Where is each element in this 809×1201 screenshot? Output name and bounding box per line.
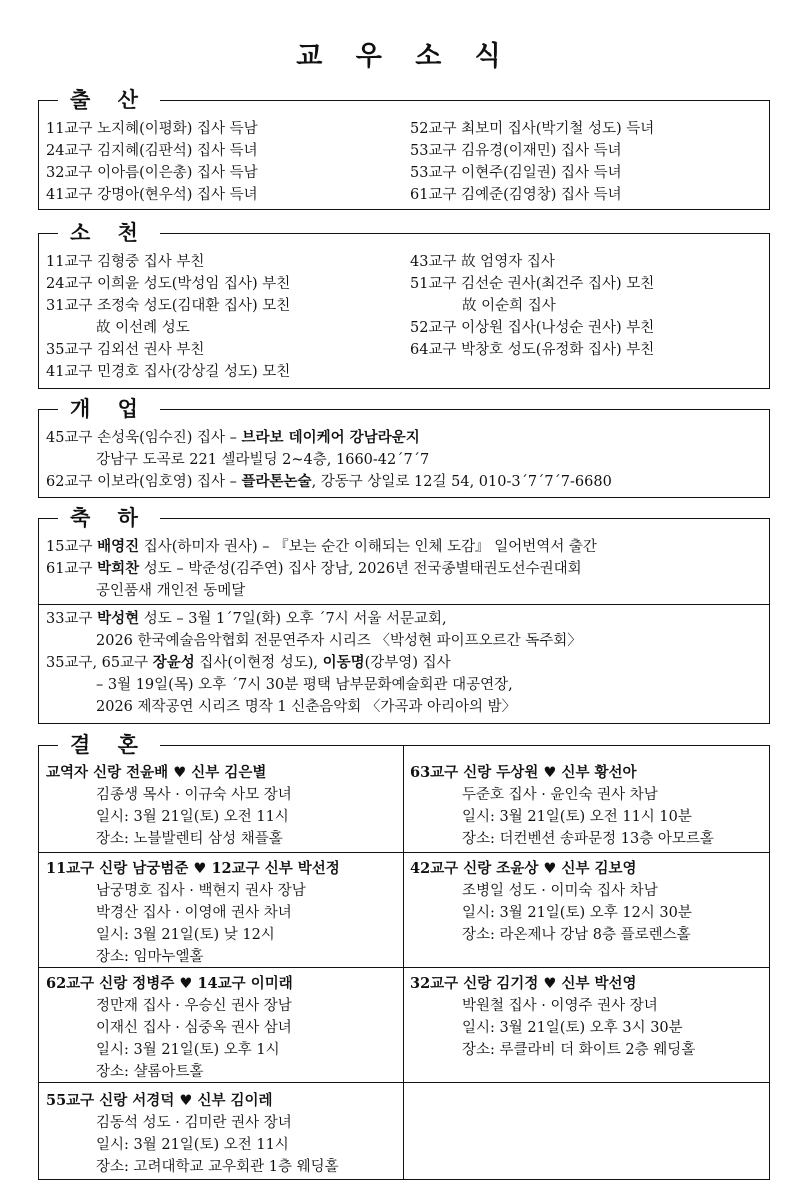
groom-name: 11교구 신랑 남궁범준 xyxy=(46,860,189,877)
birth-item: 24교구 김지혜(김판석) 집사 득녀 xyxy=(46,143,258,159)
heart-icon: ♥ xyxy=(179,976,193,992)
wedding-couple xyxy=(46,858,340,880)
heart-icon: ♥ xyxy=(543,765,557,781)
wedding-detail: 일시: 3월 21일(토) 오후 3시 30분 xyxy=(462,1020,683,1036)
opening-address: , 강동구 상일로 12길 54, 010-3ˊ7ˊ7ˊ7-6680 xyxy=(311,474,612,490)
wedding-couple xyxy=(410,973,637,995)
congrats-group: 35교구, 65교구 xyxy=(46,655,153,671)
wedding-detail: 남궁명호 집사 · 백현지 권사 장남 xyxy=(96,883,306,899)
wedding-couple xyxy=(46,762,266,784)
groom-name: 42교구 신랑 조윤상 xyxy=(410,860,539,877)
wedding-detail: 조병일 성도 · 이미숙 집사 차남 xyxy=(462,883,658,899)
birth-item: 53교구 김유경(이재민) 집사 득녀 xyxy=(410,143,622,159)
wedding-detail: 장소: 라온제나 강남 8층 플로렌스홀 xyxy=(462,927,691,943)
bride-name: 신부 김이레 xyxy=(197,1092,273,1109)
birth-item: 52교구 최보미 집사(박기철 성도) 득녀 xyxy=(410,121,655,137)
congrats-text: 집사(이현정 성도), xyxy=(194,655,323,671)
congrats-text: 성도 – 3월 1ˊ7일(화) 오후 ˊ7시 서울 서문교회, xyxy=(139,611,447,627)
congrats-group: 33교구 xyxy=(46,611,98,627)
bride-name: 신부 김보영 xyxy=(561,860,637,877)
heart-icon: ♥ xyxy=(179,1093,193,1109)
funeral-item: 故 이선례 성도 xyxy=(96,320,190,336)
wedding-section-title: 결 혼 xyxy=(58,732,160,758)
wedding-couple xyxy=(410,858,637,880)
wedding-detail: 일시: 3월 21일(토) 오후 1시 xyxy=(96,1042,280,1058)
funeral-item: 31교구 조정숙 성도(김대환 집사) 모친 xyxy=(46,298,291,314)
opening-business-name: 브라보 데이케어 강남라운지 xyxy=(241,429,420,446)
opening-member: 45교구 손성욱(임수진) 집사 – xyxy=(46,430,242,446)
heart-icon: ♥ xyxy=(173,765,187,781)
congrats-divider xyxy=(38,604,769,605)
congrats-name: 박성현 xyxy=(97,610,140,627)
wedding-detail: 일시: 3월 21일(토) 오후 12시 30분 xyxy=(462,905,692,921)
opening-item xyxy=(46,427,420,449)
bride-name: 14교구 이미래 xyxy=(197,975,293,992)
congrats-name: 장윤성 xyxy=(152,654,195,671)
bride-name: 12교구 신부 박선정 xyxy=(211,860,340,877)
congrats-item xyxy=(46,608,447,630)
wedding-detail: 장소: 임마누엘홀 xyxy=(96,949,204,965)
wedding-detail: 정만재 집사 · 우승신 권사 장남 xyxy=(96,998,292,1014)
wedding-detail: 장소: 노블발렌티 삼성 채플홀 xyxy=(96,831,283,847)
congrats-text: – 3월 19일(목) 오후 ˊ7시 30분 평택 남부문화예술회관 대공연장, xyxy=(96,677,513,693)
congrats-name: 배영진 xyxy=(97,538,140,555)
funeral-section-title: 소 천 xyxy=(58,220,160,246)
wedding-detail: 김종생 목사 · 이규숙 사모 장녀 xyxy=(96,787,292,803)
funeral-item: 故 이순희 집사 xyxy=(462,298,556,314)
bride-name: 신부 김은별 xyxy=(191,764,267,781)
birth-section-title: 출 산 xyxy=(58,87,160,113)
congrats-section-title: 축 하 xyxy=(58,505,160,531)
groom-name: 63교구 신랑 두상원 xyxy=(410,764,539,781)
page-title: 교 우 소 식 xyxy=(296,41,513,72)
funeral-item: 11교구 김형중 집사 부친 xyxy=(46,254,205,270)
wedding-detail: 장소: 더컨벤션 송파문정 13층 아모르홀 xyxy=(462,831,714,847)
birth-item: 41교구 강명아(현우석) 집사 득녀 xyxy=(46,187,258,203)
birth-item: 32교구 이아름(이은총) 집사 득남 xyxy=(46,165,258,181)
congrats-text: 집사(하미자 권사) – 『보는 순간 이해되는 인체 도감』 일어번역서 출간 xyxy=(139,539,597,555)
wedding-detail: 장소: 루클라비 더 화이트 2층 웨딩홀 xyxy=(462,1042,696,1058)
wedding-detail: 장소: 샬롬아트홀 xyxy=(96,1064,204,1080)
congrats-item xyxy=(46,558,582,580)
funeral-item: 24교구 이희윤 성도(박성임 집사) 부친 xyxy=(46,276,291,292)
funeral-item: 52교구 이상원 집사(나성순 권사) 부친 xyxy=(410,320,655,336)
wedding-detail: 장소: 고려대학교 교우회관 1층 웨딩홀 xyxy=(96,1159,339,1175)
groom-name: 62교구 신랑 정병주 xyxy=(46,975,175,992)
opening-business-name: 플라톤논술 xyxy=(241,473,312,490)
congrats-group: 15교구 xyxy=(46,539,98,555)
opening-member: 62교구 이보라(임호영) 집사 – xyxy=(46,474,242,490)
opening-address: 강남구 도곡로 221 셀라빌딩 2~4층, 1660-42ˊ7ˊ7 xyxy=(96,452,430,468)
funeral-item: 41교구 민경호 집사(강상길 성도) 모친 xyxy=(46,364,291,380)
bride-name: 신부 박선영 xyxy=(561,975,637,992)
congrats-item xyxy=(46,536,597,558)
funeral-item: 35교구 김외선 권사 부친 xyxy=(46,342,205,358)
congrats-text: 2026 제작공연 시리즈 명작 1 신춘음악회 〈가곡과 아리아의 밤〉 xyxy=(96,699,517,715)
groom-name: 32교구 신랑 김기정 xyxy=(410,975,539,992)
birth-item: 61교구 김예준(김영창) 집사 득녀 xyxy=(410,187,622,203)
wedding-detail: 박경산 집사 · 이영애 권사 차녀 xyxy=(96,905,292,921)
wedding-couple xyxy=(410,762,637,784)
heart-icon: ♥ xyxy=(543,861,557,877)
wedding-detail: 박원철 집사 · 이영주 권사 장녀 xyxy=(462,998,658,1014)
funeral-item: 43교구 故 엄영자 집사 xyxy=(410,254,555,270)
wedding-detail: 김동석 성도 · 김미란 권사 장녀 xyxy=(96,1115,292,1131)
heart-icon: ♥ xyxy=(543,976,557,992)
congrats-text: 공인품새 개인전 동메달 xyxy=(96,583,246,599)
congrats-text: 성도 – 박준성(김주연) 집사 장남, 2026년 전국종별태권도선수권대회 xyxy=(139,561,582,577)
wedding-detail: 두준호 집사 · 윤인숙 권사 차남 xyxy=(462,787,658,803)
congrats-name: 이동명 xyxy=(322,654,365,671)
heart-icon: ♥ xyxy=(193,861,207,877)
opening-section-title: 개 업 xyxy=(58,396,160,422)
opening-item xyxy=(46,471,612,493)
wedding-detail: 일시: 3월 21일(토) 오전 11시 xyxy=(96,809,289,825)
groom-name: 교역자 신랑 전윤배 xyxy=(46,764,169,781)
funeral-item: 51교구 김선순 권사(최건주 집사) 모친 xyxy=(410,276,655,292)
congrats-text: 2026 한국예술음악협회 전문연주자 시리즈 〈박성현 파이프오르간 독주회〉 xyxy=(96,633,582,649)
wedding-detail: 일시: 3월 21일(토) 낮 12시 xyxy=(96,927,275,943)
wedding-couple xyxy=(46,1090,273,1112)
wedding-detail: 일시: 3월 21일(토) 오전 11시 10분 xyxy=(462,809,692,825)
wedding-detail: 이재신 집사 · 심중옥 권사 삼녀 xyxy=(96,1020,292,1036)
wedding-detail: 일시: 3월 21일(토) 오전 11시 xyxy=(96,1137,289,1153)
congrats-text: (강부영) 집사 xyxy=(364,655,451,671)
birth-item: 11교구 노지혜(이평화) 집사 득남 xyxy=(46,121,258,137)
bride-name: 신부 황선아 xyxy=(561,764,637,781)
birth-item: 53교구 이현주(김일권) 집사 득녀 xyxy=(410,165,622,181)
groom-name: 55교구 신랑 서경덕 xyxy=(46,1092,175,1109)
wedding-row-divider xyxy=(38,852,769,853)
wedding-couple xyxy=(46,973,293,995)
congrats-group: 61교구 xyxy=(46,561,98,577)
wedding-column-divider xyxy=(403,745,404,1179)
funeral-item: 64교구 박창호 성도(유정화 집사) 부친 xyxy=(410,342,655,358)
congrats-item xyxy=(46,652,451,674)
congrats-name: 박희찬 xyxy=(97,560,140,577)
